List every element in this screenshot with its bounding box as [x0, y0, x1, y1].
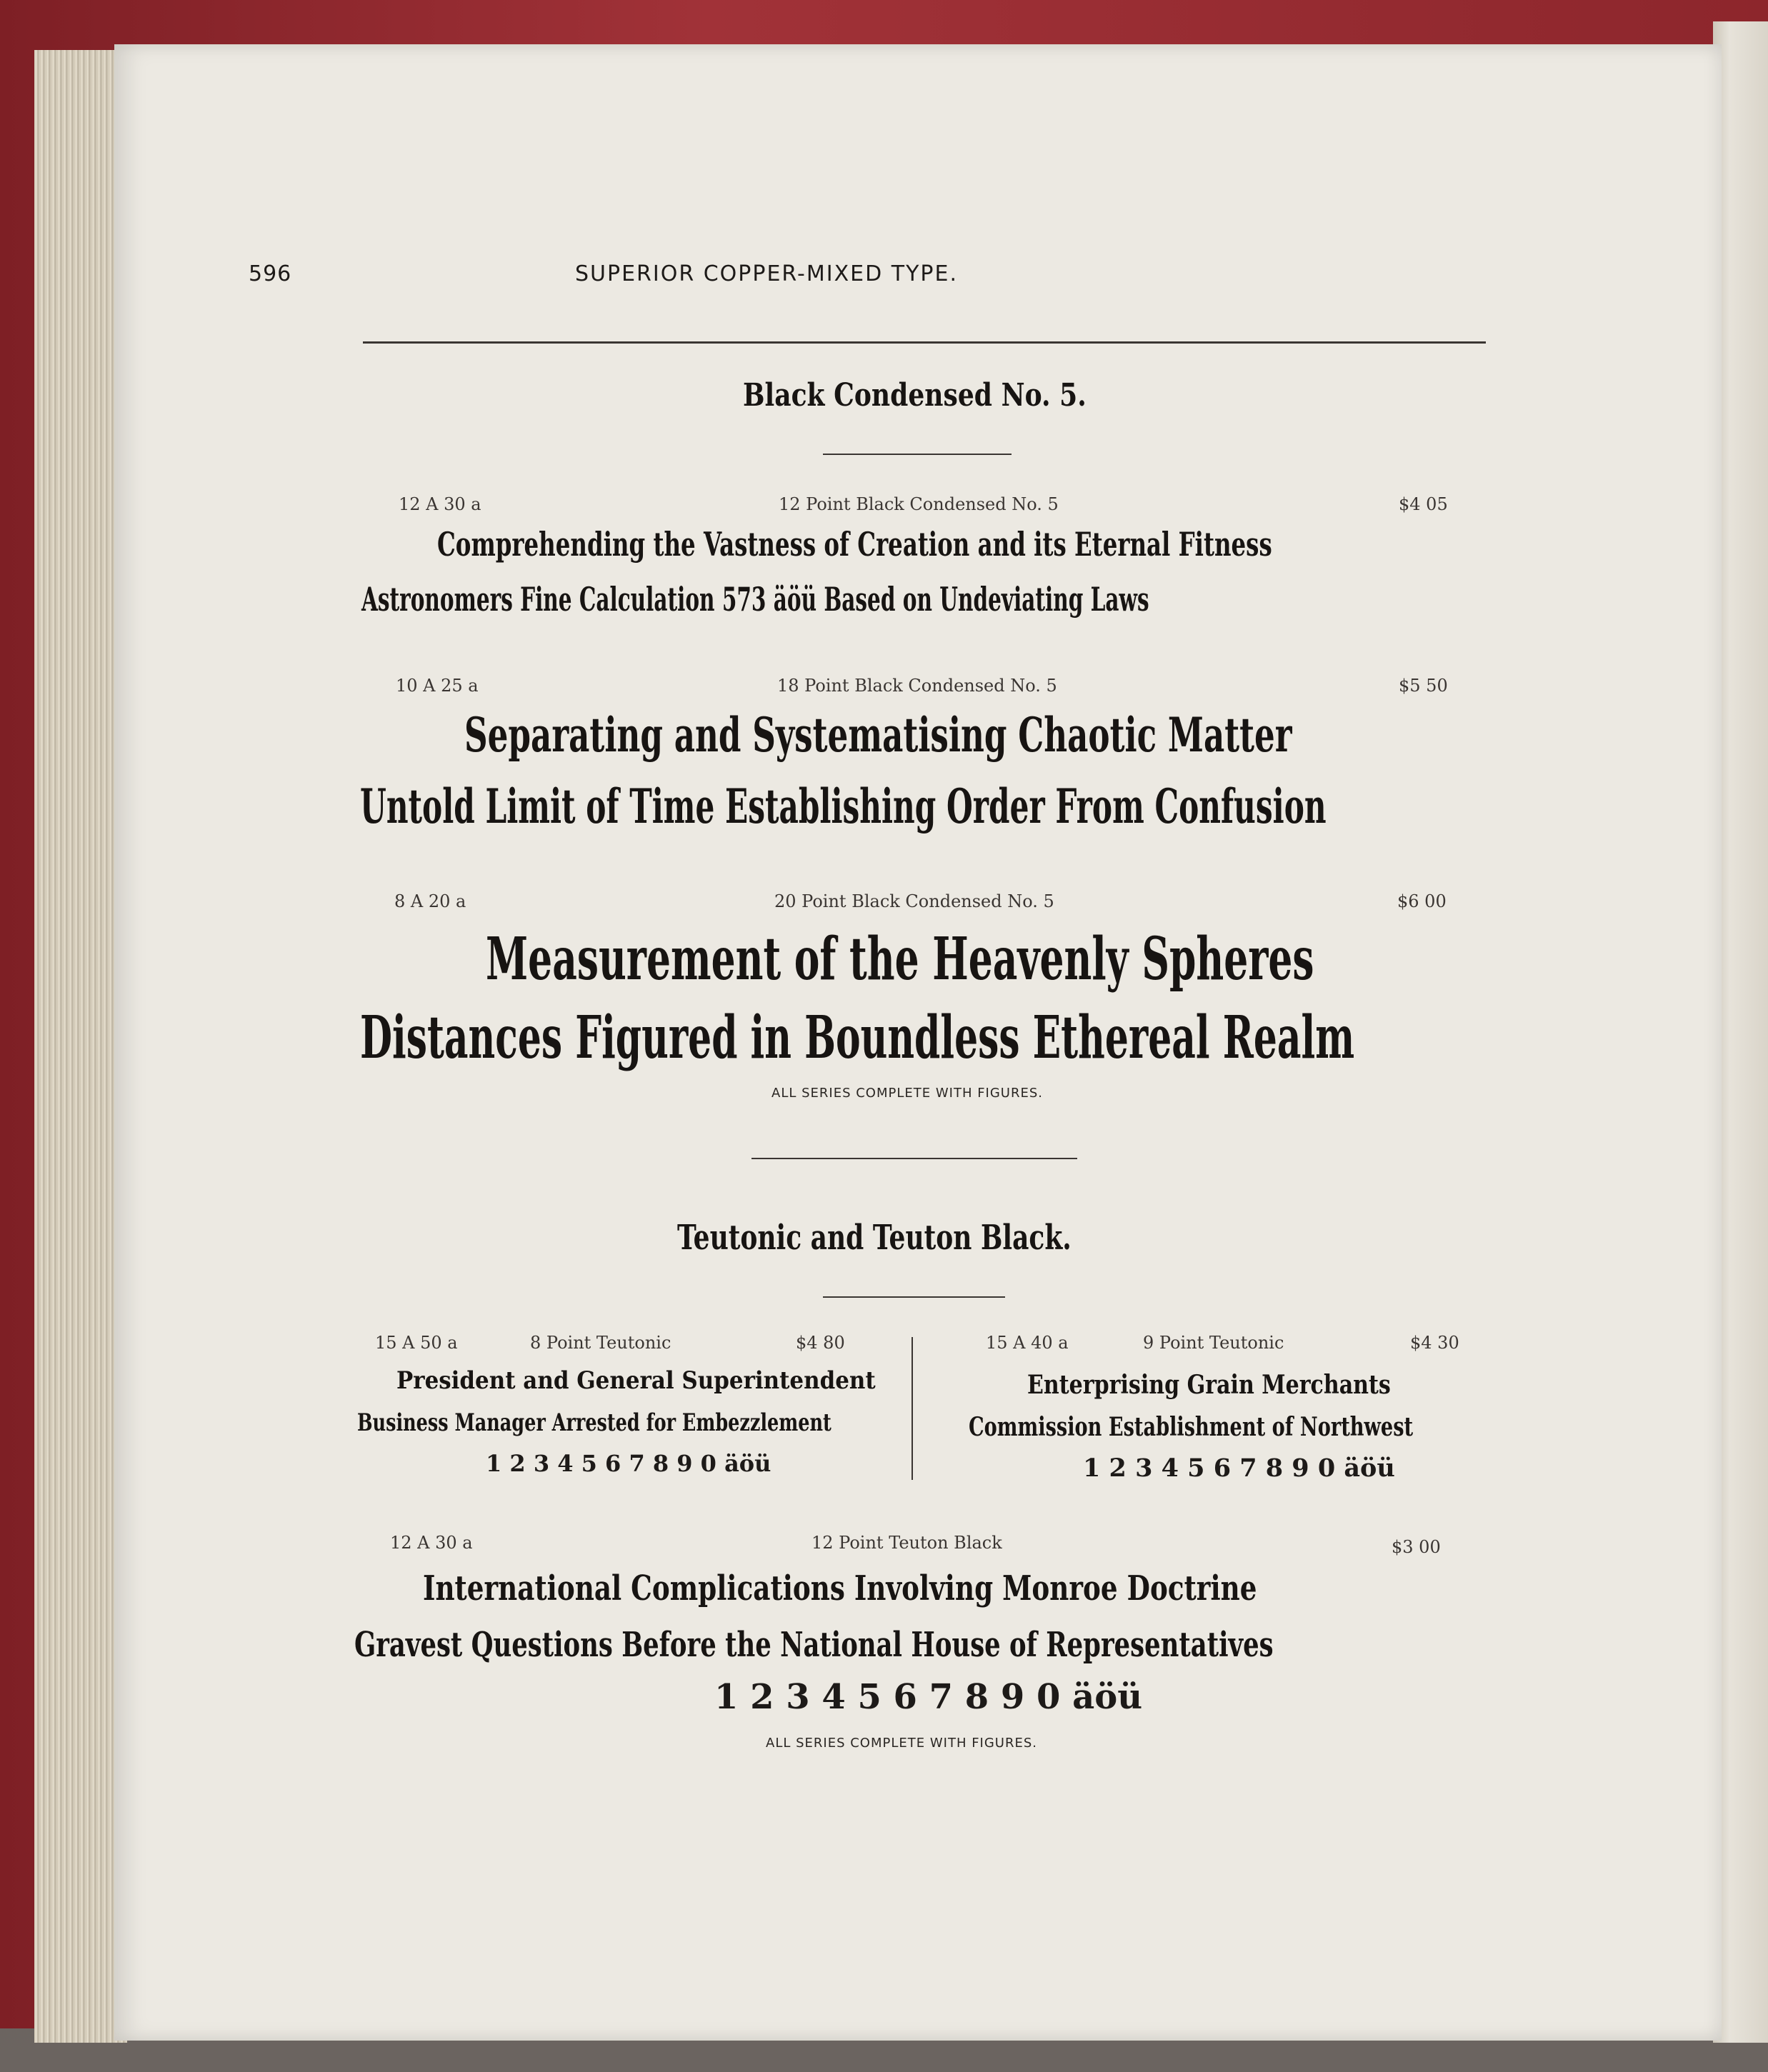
specimen-size: 8 Point Teutonic: [530, 1333, 671, 1353]
page-edges: [34, 50, 127, 2043]
page-number: 596: [249, 261, 292, 286]
specimen-size: 9 Point Teutonic: [1143, 1333, 1284, 1353]
specimen-price: $6 00: [1397, 891, 1447, 911]
figures-line: 1 2 3 4 5 6 7 8 9 0 äöü: [486, 1450, 771, 1477]
specimen-price: $4 05: [1399, 494, 1448, 514]
specimen-quantity: 12 A 30 a: [390, 1533, 473, 1553]
specimen-quantity: 8 A 20 a: [394, 891, 466, 911]
specimen-size: 12 Point Teuton Black: [811, 1533, 1002, 1553]
specimen-size: 18 Point Black Condensed No. 5: [777, 676, 1057, 696]
specimen-line: Business Manager Arrested for Embezzlement: [357, 1408, 831, 1437]
specimen-line: President and General Superintendent: [396, 1366, 876, 1395]
specimen-quantity: 12 A 30 a: [399, 494, 481, 514]
header-rule: [363, 341, 1486, 344]
column-divider: [912, 1337, 913, 1480]
section-title-teutonic: Teutonic and Teuton Black.: [677, 1218, 1072, 1258]
specimen-quantity: 15 A 40 a: [986, 1333, 1069, 1353]
specimen-price: $5 50: [1399, 676, 1448, 696]
series-footnote: ALL SERIES COMPLETE WITH FIGURES.: [771, 1086, 1044, 1101]
section-divider: [751, 1158, 1077, 1159]
specimen-line: Untold Limit of Time Establishing Order From Confusion: [360, 779, 1327, 834]
specimen-line: International Complications Involving Monroe Doctrine: [423, 1568, 1257, 1608]
specimen-price: $4 30: [1410, 1333, 1459, 1353]
specimen-quantity: 10 A 25 a: [396, 676, 479, 696]
figures-line: 1 2 3 4 5 6 7 8 9 0 äöü: [1083, 1453, 1395, 1483]
running-title: SUPERIOR COPPER-MIXED TYPE.: [575, 261, 958, 286]
section-rule: [823, 454, 1012, 455]
specimen-line: Astronomers Fine Calculation 573 äöü Based on Undeviating Laws: [361, 580, 1149, 619]
specimen-line: Comprehending the Vastness of Creation and its Eternal Fitness: [437, 525, 1272, 564]
specimen-quantity: 15 A 50 a: [375, 1333, 458, 1353]
specimen-line: Measurement of the Heavenly Spheres: [486, 925, 1314, 994]
specimen-price: $4 80: [796, 1333, 845, 1353]
specimen-line: Gravest Questions Before the National House of Representatives: [354, 1625, 1274, 1665]
figures-line: 1 2 3 4 5 6 7 8 9 0 äöü: [714, 1677, 1143, 1717]
series-footnote: ALL SERIES COMPLETE WITH FIGURES.: [766, 1736, 1038, 1751]
specimen-price: $3 00: [1392, 1537, 1441, 1557]
specimen-line: Enterprising Grain Merchants: [1027, 1370, 1391, 1400]
section-rule: [823, 1296, 1005, 1298]
specimen-size: 20 Point Black Condensed No. 5: [774, 891, 1054, 911]
section-title-black-condensed: Black Condensed No. 5.: [743, 377, 1087, 414]
specimen-line: Separating and Systematising Chaotic Matter: [464, 707, 1292, 763]
specimen-line: Distances Figured in Boundless Ethereal Realm: [360, 1004, 1355, 1072]
specimen-line: Commission Establishment of Northwest: [969, 1412, 1414, 1442]
specimen-size: 12 Point Black Condensed No. 5: [779, 494, 1059, 514]
